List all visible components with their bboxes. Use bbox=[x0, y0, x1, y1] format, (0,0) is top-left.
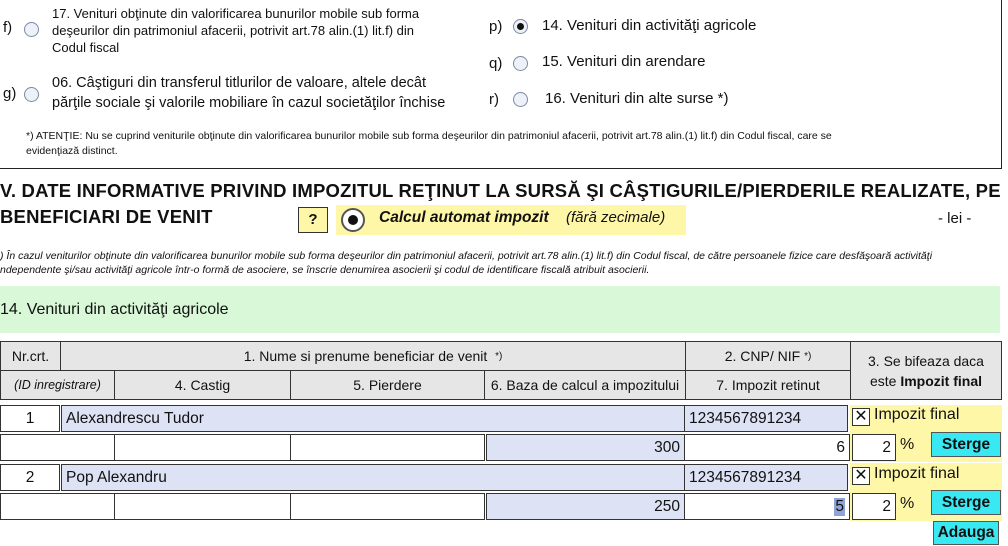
row1-nr: 1 bbox=[0, 405, 60, 432]
row1-cnp-input[interactable]: 1234567891234 bbox=[684, 405, 848, 432]
section-title-line2: BENEFICIARI DE VENIT bbox=[0, 206, 213, 227]
income-type-title: 14. Venituri din activităţi agricole bbox=[0, 301, 229, 318]
header-baza: 6. Baza de calcul a impozitului bbox=[484, 370, 686, 400]
header-nrcrt: Nr.crt. bbox=[0, 341, 61, 371]
row2-final-label: Impozit final bbox=[874, 465, 960, 482]
header-final: 3. Se bifeaza daca este Impozit final bbox=[850, 341, 1002, 400]
option-p-radio[interactable] bbox=[513, 19, 528, 34]
row1-final-label: Impozit final bbox=[874, 406, 960, 423]
header-id: (ID inregistrare) bbox=[0, 370, 115, 400]
option-q-letter: q) bbox=[489, 55, 503, 72]
option-p-letter: p) bbox=[489, 18, 503, 35]
row1-name-input[interactable]: Alexandrescu Tudor bbox=[61, 405, 685, 432]
option-g-label: 06. Câştiguri din transferul titlurilor de valoare, altele decât părţile sociale şi valorile mobiliare în cazul societăţilor închise bbox=[52, 75, 446, 111]
row1-final-checkbox[interactable]: ✕ bbox=[852, 408, 870, 426]
row2-nr: 2 bbox=[0, 464, 60, 491]
option-f-label: 17. Venituri obţinute din valorificarea bunurilor mobile sub forma deşeurilor din patrimoniul afacerii, potrivit art.78 alin.(1) lit.f) din Codul fiscal bbox=[52, 6, 420, 55]
row2-impozit-value: 5 bbox=[835, 497, 844, 515]
row2-pierdere-input[interactable] bbox=[290, 493, 485, 520]
row1-impozit-input[interactable]: 6 bbox=[684, 434, 850, 461]
row1-pierdere-input[interactable] bbox=[290, 434, 485, 461]
row1-delete-button[interactable]: Sterge bbox=[931, 432, 1001, 457]
option-r-label: 16. Venituri din alte surse *) bbox=[545, 90, 729, 107]
row2-castig-input[interactable] bbox=[114, 493, 291, 520]
header-castig: 4. Castig bbox=[114, 370, 291, 400]
row2-name-input[interactable]: Pop Alexandru bbox=[61, 464, 685, 491]
option-q-label: 15. Venituri din arendare bbox=[542, 53, 706, 70]
row2-percent: % bbox=[900, 495, 915, 512]
option-f-radio[interactable] bbox=[24, 22, 39, 37]
row2-baza-input[interactable]: 250 bbox=[486, 493, 685, 520]
row2-rate-input[interactable]: 2 bbox=[852, 493, 896, 520]
header-impozit: 7. Impozit retinut bbox=[685, 370, 851, 400]
row2-cnp-input[interactable]: 1234567891234 bbox=[684, 464, 848, 491]
option-g-radio[interactable] bbox=[24, 87, 39, 102]
attention-note: *) ATENŢIE: Nu se cuprind veniturile obţinute din valorificarea bunurilor mobile sub forma deşeurilor din patrimoniul afacerii, potrivit art.78 alin.(1) lit.f) din Codul fiscal, care se evidenţiază distinct. bbox=[26, 130, 832, 157]
option-f-letter: f) bbox=[3, 19, 13, 36]
add-row-button[interactable]: Adauga bbox=[933, 521, 999, 545]
option-r-radio[interactable] bbox=[513, 92, 528, 107]
row2-final-checkbox[interactable]: ✕ bbox=[852, 467, 870, 485]
row2-id-input[interactable] bbox=[0, 493, 115, 520]
header-pierdere: 5. Pierdere bbox=[290, 370, 485, 400]
auto-calc-radio[interactable] bbox=[341, 208, 365, 232]
row1-id-input[interactable] bbox=[0, 434, 115, 461]
option-p-label: 14. Venituri din activităţi agricole bbox=[542, 17, 757, 34]
auto-calc-label: Calcul automat impozit bbox=[379, 209, 549, 226]
row1-baza-input[interactable]: 300 bbox=[486, 434, 685, 461]
row1-percent: % bbox=[900, 436, 915, 453]
option-g-letter: g) bbox=[3, 85, 17, 102]
option-q-radio[interactable] bbox=[513, 56, 528, 71]
header-name: 1. Nume si prenume beneficiar de venit *) bbox=[60, 341, 686, 371]
help-button[interactable]: ? bbox=[298, 207, 328, 233]
row1-castig-input[interactable] bbox=[114, 434, 291, 461]
footnote: ) În cazul veniturilor obţinute din valorificarea bunurilor mobile sub forma deşeurilor din patrimoniul afacerii, potrivit art.78 alin.(1) lit.f) din Codul fiscal, de către persoanele fizice care desfăşoară activităţi ndependente şi/sau activităţi agricole într-o formă de asociere, se înscrie denumirea asocierii şi codul de identificare fiscală atribuit asocierii. bbox=[0, 250, 933, 276]
option-r-letter: r) bbox=[489, 91, 499, 108]
currency-label: - lei - bbox=[938, 210, 972, 227]
auto-calc-hint: (fără zecimale) bbox=[566, 209, 666, 226]
row1-rate-input[interactable]: 2 bbox=[852, 434, 896, 461]
header-cnp: 2. CNP/ NIF *) bbox=[685, 341, 851, 371]
row2-impozit-input[interactable] bbox=[684, 493, 850, 520]
row2-delete-button[interactable]: Sterge bbox=[931, 490, 1001, 515]
section-title-line1: V. DATE INFORMATIVE PRIVIND IMPOZITUL REŢINUT LA SURSĂ ŞI CÂŞTIGURILE/PIERDERILE REALIZATE, PE bbox=[0, 180, 1001, 201]
